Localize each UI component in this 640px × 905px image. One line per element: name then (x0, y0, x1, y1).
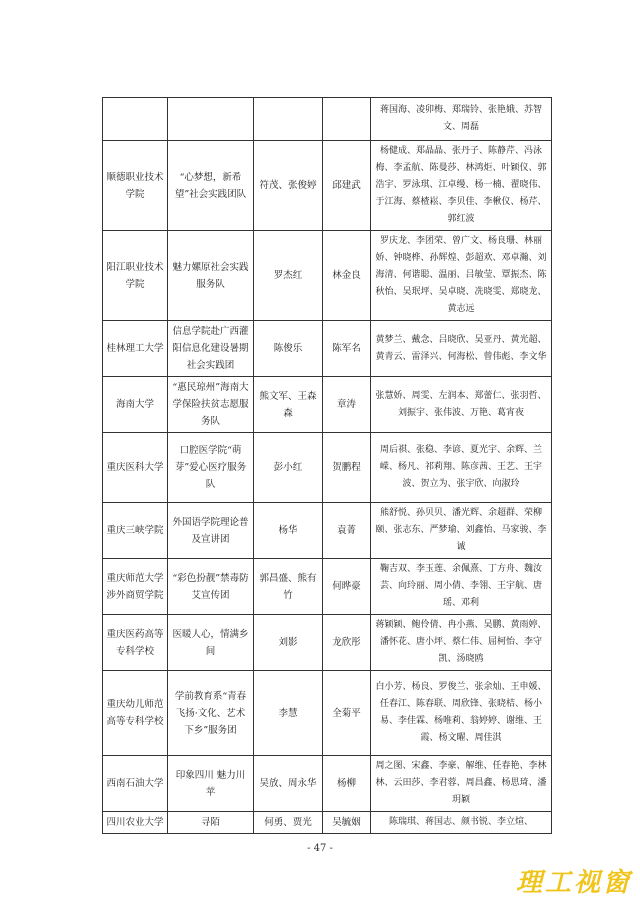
members-cell: 罗庆龙、李团荣、曾广文、杨良珊、林丽娇、钟晓桦、孙辉煌、彭超欢、邓卓瀚、刘海清、何谐聪、温丽、吕敏莹、覃振杰、陈秋怡、吴珉坪、吴卓晓、冼晓雯、郑晓龙、黄志远 (371, 231, 552, 321)
leader-cell: 全菊平 (323, 671, 371, 756)
members-cell: 周后祺、张稳、李谚、夏光宇、余辉、兰嵘、杨凡、祁莉翔、陈彦茜、王艺、王宇波、贺立为、张宇欣、向淑玲 (371, 433, 552, 503)
team-cell (168, 98, 254, 141)
teacher-cell: 何勇、贾光 (254, 812, 323, 834)
table-row (103, 812, 552, 834)
table-row (103, 503, 552, 559)
school-cell: 桂林理工大学 (103, 321, 168, 377)
members-cell: 陈瑞琪、蒋国志、颜书锐、李立煊、 (371, 812, 552, 834)
page-number: - 47 - (307, 843, 333, 854)
teacher-cell: 罗杰红 (254, 231, 323, 321)
table-row (103, 141, 552, 231)
members-cell: 杨健成、郑晶晶、张丹子、陈静芹、冯泳梅、李孟航、陈曼莎、林鸿炬、叶颖仪、郭浩宇、罗泳琪、江卓缦、杨一楠、翟晓伟、于江海、蔡楂崧、李贝佳、李楸仪、杨芹、郭红波 (371, 141, 552, 231)
table-row (103, 321, 552, 377)
team-cell: 外国语学院理论普及宣讲团 (168, 503, 254, 559)
school-cell: 四川农业大学 (103, 812, 168, 834)
table-row (103, 433, 552, 503)
watermark-logo: 理工视窗 (515, 868, 632, 898)
teacher-cell: 李慧 (254, 671, 323, 756)
table-row (103, 377, 552, 433)
members-cell: 周之图、宋鑫、李豪、解维、任春艳、李林林、云田莎、李君蓉、周昌鑫、杨思琦、潘玥颖 (371, 756, 552, 812)
table-row (103, 671, 552, 756)
leader-cell (323, 98, 371, 141)
school-cell: 阳江职业技术学院 (103, 231, 168, 321)
team-cell: 印象四川 魅力川苹 (168, 756, 254, 812)
school-cell: 海南大学 (103, 377, 168, 433)
teacher-cell: 刘影 (254, 615, 323, 671)
school-cell: 顺德职业技术学院 (103, 141, 168, 231)
team-cell: “心梦想，新希望”社会实践团队 (168, 141, 254, 231)
school-cell: 西南石油大学 (103, 756, 168, 812)
members-cell: 蒋颖颖、鲍伶倩、冉小燕、吴鹏、黄雨婷、潘怀花、唐小坪、蔡仁伟、屈柯怡、李守凯、汤晓鸥 (371, 615, 552, 671)
teacher-cell: 杨华 (254, 503, 323, 559)
table-row (103, 231, 552, 321)
members-cell: 鞠吉双、李玉莲、余佩熹、丁方舟、魏汝芸、向玲丽、周小倩、李翎、王宇航、唐瑶、邓利 (371, 559, 552, 615)
team-cell: 寻陌 (168, 812, 254, 834)
leader-cell: 林金良 (323, 231, 371, 321)
school-cell (103, 98, 168, 141)
teacher-cell: 郭昌盛、熊有竹 (254, 559, 323, 615)
leader-cell: 贺鹏程 (323, 433, 371, 503)
table-row (103, 756, 552, 812)
team-cell: 医暖人心，情满乡间 (168, 615, 254, 671)
table-row (103, 559, 552, 615)
practice-team-table (102, 97, 552, 834)
members-cell: 张慧娇、周雯、左润本、郑蕾仁、张羽哲、刘振宇、张伟波、万艳、葛宵夜 (371, 377, 552, 433)
school-cell: 重庆师范大学涉外商贸学院 (103, 559, 168, 615)
table-row (103, 98, 552, 141)
teacher-cell: 彭小红 (254, 433, 323, 503)
leader-cell: 龙欣彤 (323, 615, 371, 671)
team-cell: “彩色扮靓”禁毒防艾宣传团 (168, 559, 254, 615)
teacher-cell: 符茂、张俊婷 (254, 141, 323, 231)
team-cell: 学前教育系“青春飞扬·文化、艺术下乡”服务团 (168, 671, 254, 756)
leader-cell: 邱建武 (323, 141, 371, 231)
teacher-cell: 熊文军、王森森 (254, 377, 323, 433)
school-cell: 重庆幼儿师范高等专科学校 (103, 671, 168, 756)
members-cell: 白小芳、杨良、罗俊兰、张余灿、王申媛、任春江、陈春联、周欣锋、张晓桔、杨小易、李佳霖、杨唯莉、翁婷婷、谢维、王霞、杨文曜、周佳淇 (371, 671, 552, 756)
school-cell: 重庆三峡学院 (103, 503, 168, 559)
teacher-cell (254, 98, 323, 141)
school-cell: 重庆医科大学 (103, 433, 168, 503)
leader-cell: 陈军名 (323, 321, 371, 377)
school-cell: 重庆医药高等专科学校 (103, 615, 168, 671)
members-cell: 黄梦兰、戴念、吕晓欣、吴亚丹、黄光超、黄青云、雷泽兴、何海松、曾伟彪、李文华 (371, 321, 552, 377)
members-cell: 熊舒悦、孙贝贝、潘光辉、余超群、荣柳颐、张志东、严梦瑜、刘鑫怡、马家骏、李诚 (371, 503, 552, 559)
leader-cell: 何晔豪 (323, 559, 371, 615)
teacher-cell: 陈俊乐 (254, 321, 323, 377)
members-cell: 蒋国海、凌卯梅、郑瑞铃、张艳娥、苏智文、周磊 (371, 98, 552, 141)
team-cell: 口腔医学院“萌芽”爱心医疗服务队 (168, 433, 254, 503)
leader-cell: 吴毓姻 (323, 812, 371, 834)
team-cell: 信息学院赴广西灌阳信息化建设暑期社会实践团 (168, 321, 254, 377)
leader-cell: 袁菁 (323, 503, 371, 559)
table-row (103, 615, 552, 671)
leader-cell: 章涛 (323, 377, 371, 433)
team-cell: “惠民琼州”海南大学保险扶贫志愿服务队 (168, 377, 254, 433)
teacher-cell: 吴放、周永华 (254, 756, 323, 812)
team-cell: 魅力嫘原社会实践服务队 (168, 231, 254, 321)
leader-cell: 杨柳 (323, 756, 371, 812)
